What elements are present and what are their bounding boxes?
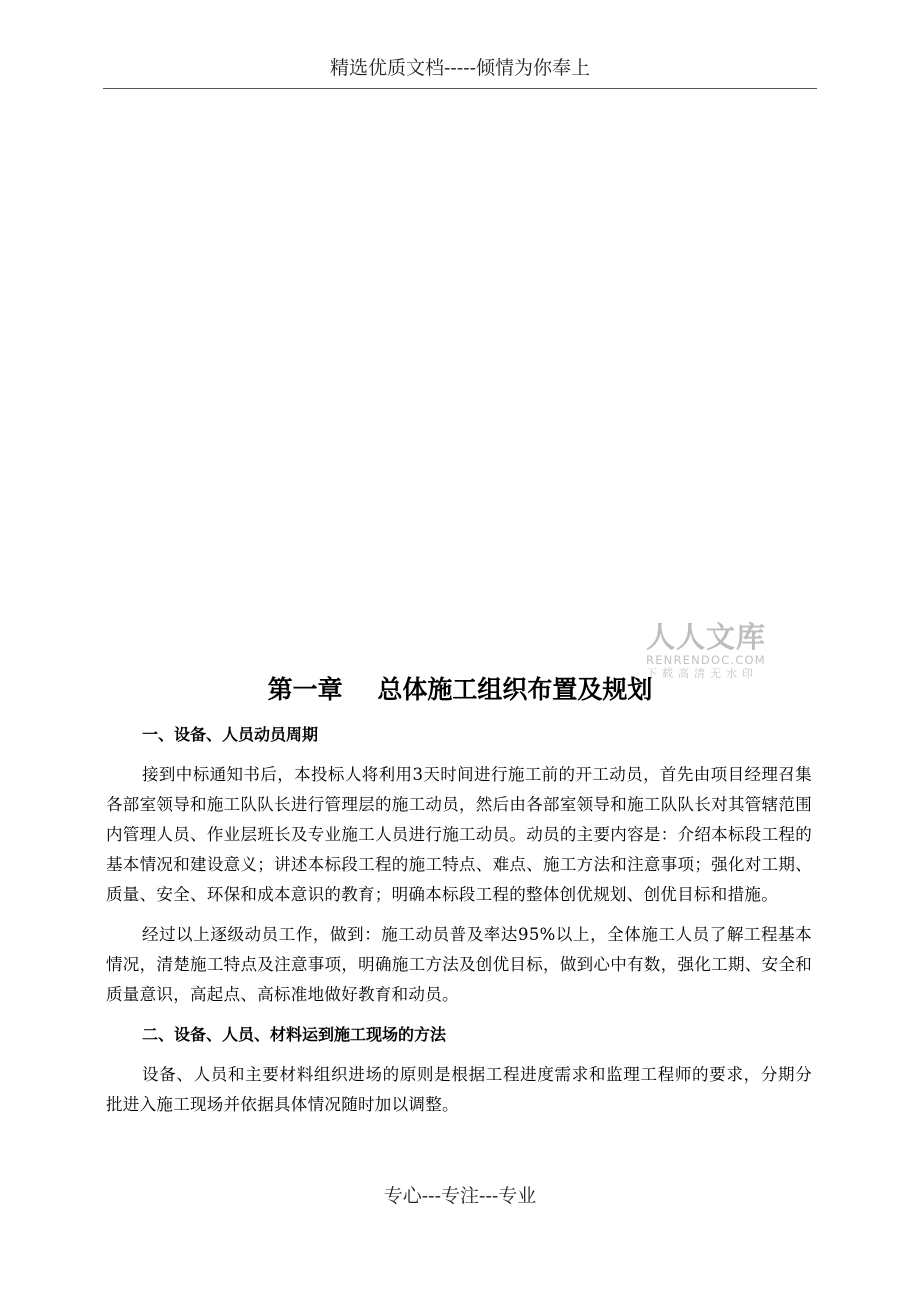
page-header: 精选优质文档-----倾情为你奉上 <box>329 57 591 79</box>
watermark-logo <box>646 620 776 680</box>
header-divider <box>103 88 817 89</box>
watermark-subtext: 下载高清无水印 <box>646 667 758 680</box>
watermark-url: RENRENDOC.COM <box>646 653 766 667</box>
section-heading: 一、设备、人员动员周期 <box>142 725 319 744</box>
paragraph: 设备、人员和主要材料组织进场的原则是根据工程进度需求和监理工程师的要求，分期分批进入施工现场并依据具体情况随时加以调整。 <box>106 1065 812 1114</box>
page-footer: 专心---专注---专业 <box>383 1185 537 1207</box>
document-body <box>106 720 812 1130</box>
section-heading: 二、设备、人员、材料运到施工现场的方法 <box>142 1025 447 1044</box>
paragraph: 经过以上逐级动员工作，做到：施工动员普及率达95%以上，全体施工人员了解工程基本情况，清楚施工特点及注意事项，明确施工方法及创优目标，做到心中有数，强化工期、安全和质量意识，高起点、高标准地做好教育和动员。 <box>106 925 812 1004</box>
watermark-main-text: 人人文库 <box>646 620 767 654</box>
chapter-title: 第一章 总体施工组织布置及规划 <box>267 675 653 704</box>
paragraph: 接到中标通知书后，本投标人将利用3天时间进行施工前的开工动员，首先由项目经理召集各部室领导和施工队队长进行管理层的施工动员，然后由各部室领导和施工队队长对其管辖范围内管理人员、作业层班长及专业施工人员进行施工动员。动员的主要内容是：介绍本标段工程的基本情况和建设意义；讲述本标段工程的施工特点、难点、施工方法和注意事项；强化对工期、质量、安全、环保和成本意识的教育；明确本标段工程的整体创优规划、创优目标和措施。 <box>106 765 812 904</box>
